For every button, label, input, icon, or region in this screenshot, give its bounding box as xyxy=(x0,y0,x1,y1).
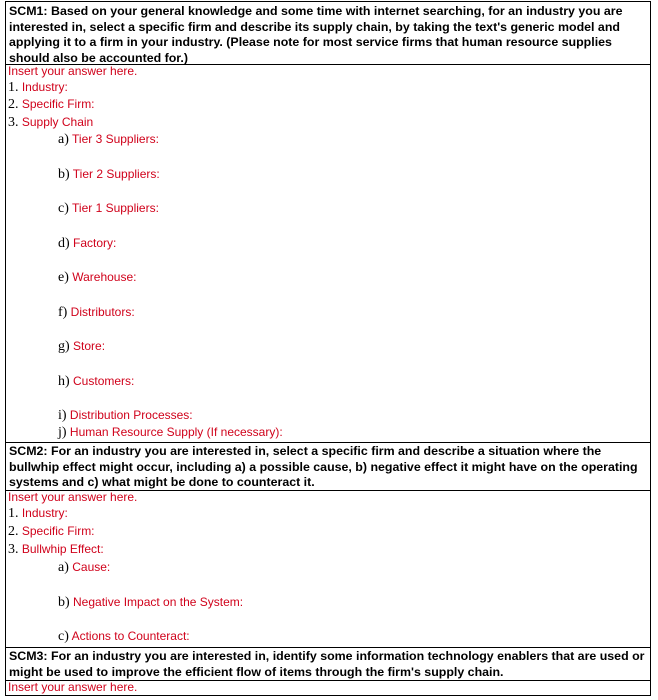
list-item: 1. Industry: xyxy=(8,80,68,95)
customers-label[interactable]: Customers: xyxy=(73,374,135,388)
tier3-suppliers-label[interactable]: Tier 3 Suppliers: xyxy=(72,132,159,146)
scm1-question: SCM1: Based on your general knowledge and some time with internet searching, for an industry you are interested in, select a specific firm and describe its supply chain, by taking the text's generic model and applying it to a firm in your industry. (Please note for most service firms that human resource supplies should also be accounted for.) xyxy=(9,4,623,65)
sub-item: b) Negative Impact on the System: xyxy=(58,595,244,610)
scm1-industry-label[interactable]: Industry: xyxy=(21,80,68,94)
store-label[interactable]: Store: xyxy=(73,339,106,353)
sub-item: j) Human Resource Supply (If necessary): xyxy=(58,425,283,440)
sub-item: a) Tier 3 Suppliers: xyxy=(58,132,159,147)
sub-item: e) Warehouse: xyxy=(58,270,137,285)
negative-impact-label[interactable]: Negative Impact on the System: xyxy=(73,595,244,609)
divider xyxy=(6,647,650,648)
warehouse-label[interactable]: Warehouse: xyxy=(72,270,137,284)
human-resource-supply-label[interactable]: Human Resource Supply (If necessary): xyxy=(69,425,283,439)
sub-item: i) Distribution Processes: xyxy=(58,408,193,423)
scm3-answer-prompt[interactable]: Insert your answer here. xyxy=(8,680,138,694)
sub-item: a) Cause: xyxy=(58,560,111,575)
distributors-label[interactable]: Distributors: xyxy=(70,305,135,319)
bullwhip-effect-label[interactable]: Bullwhip Effect: xyxy=(21,542,104,556)
sub-item: h) Customers: xyxy=(58,374,135,389)
sub-item: c) Actions to Counteract: xyxy=(58,629,190,644)
divider xyxy=(6,442,650,443)
list-item: 3. Bullwhip Effect: xyxy=(8,542,104,557)
scm3-question: SCM3: For an industry you are interested in, identify some information technology enablers that are used or might be used to improve the efficient flow of items through the firm's supply chain. xyxy=(9,649,645,679)
tier1-suppliers-label[interactable]: Tier 1 Suppliers: xyxy=(72,201,159,215)
sub-item: c) Tier 1 Suppliers: xyxy=(58,201,159,216)
actions-to-counteract-label[interactable]: Actions to Counteract: xyxy=(71,629,190,643)
list-item: 2. Specific Firm: xyxy=(8,524,95,539)
list-item: 1. Industry: xyxy=(8,506,68,521)
scm1-answer-prompt[interactable]: Insert your answer here. xyxy=(8,64,138,78)
list-item: 2. Specific Firm: xyxy=(8,97,95,112)
scm2-question: SCM2: For an industry you are interested in, select a specific firm and describe a situation where the bullwhip effect might occur, including a) a possible cause, b) negative effect it might have on the operating systems and c) what might be done to counteract it. xyxy=(9,444,638,489)
sub-item: g) Store: xyxy=(58,339,106,354)
sub-item: d) Factory: xyxy=(58,236,117,251)
scm1-firm-label[interactable]: Specific Firm: xyxy=(21,97,95,111)
assignment-document xyxy=(5,1,651,696)
scm2-industry-label[interactable]: Industry: xyxy=(21,506,68,520)
sub-item: f) Distributors: xyxy=(58,305,135,320)
factory-label[interactable]: Factory: xyxy=(73,236,117,250)
scm2-firm-label[interactable]: Specific Firm: xyxy=(21,524,95,538)
scm2-answer-prompt[interactable]: Insert your answer here. xyxy=(8,490,138,504)
list-item: 3. Supply Chain xyxy=(8,115,94,130)
cause-label[interactable]: Cause: xyxy=(72,560,111,574)
scm1-supply-chain-label[interactable]: Supply Chain xyxy=(21,115,94,129)
distribution-processes-label[interactable]: Distribution Processes: xyxy=(69,408,193,422)
tier2-suppliers-label[interactable]: Tier 2 Suppliers: xyxy=(72,167,160,181)
sub-item: b) Tier 2 Suppliers: xyxy=(58,167,160,182)
